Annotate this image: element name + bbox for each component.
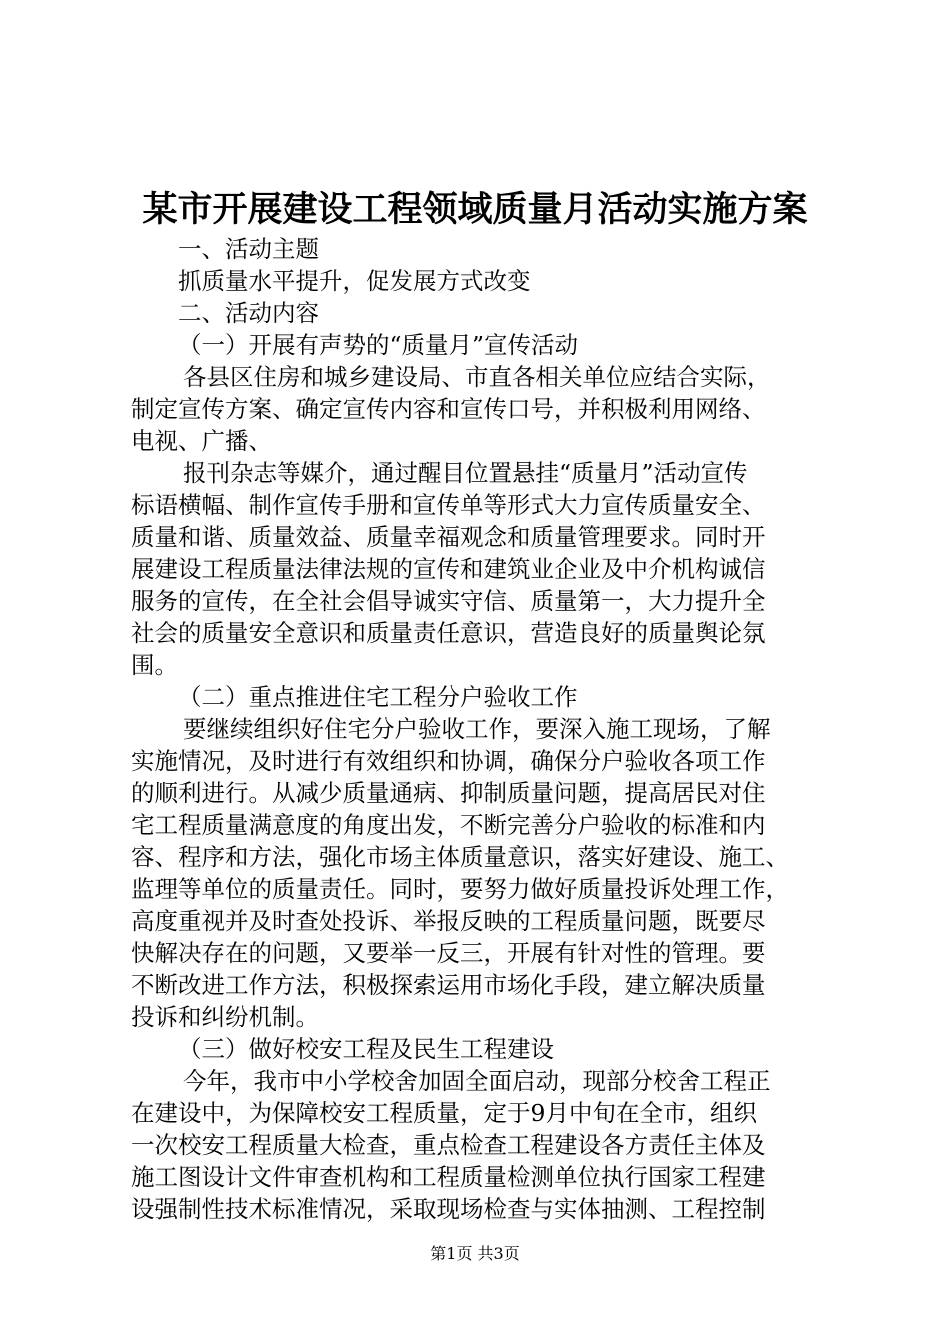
paragraph-line: 报刊杂志等媒介，通过醒目位置悬挂“质量月”活动宣传: [183, 459, 748, 487]
paragraph-line: 监理等单位的质量责任。同时，要努力做好质量投诉处理工作，: [131, 875, 789, 903]
document-body: [131, 233, 831, 1225]
subsection-heading: （三）做好校安工程及民生工程建设: [178, 1035, 554, 1063]
page-number-footer: 第1页 共3页: [430, 1244, 520, 1263]
paragraph-line: 设强制性技术标准情况，采取现场检查与实体抽测、工程控制: [131, 1195, 766, 1223]
paragraph-line: 质量和谐、质量效益、质量幸福观念和质量管理要求。同时开: [131, 523, 766, 551]
paragraph-line: 施工图设计文件审查机构和工程质量检测单位执行国家工程建: [131, 1163, 766, 1191]
paragraph-line: 在建设中，为保障校安工程质量，定于9月中旬在全市，组织: [131, 1099, 757, 1127]
section-heading: 二、活动内容: [178, 299, 319, 327]
paragraph-line: 今年，我市中小学校舍加固全面启动，现部分校舍工程正: [183, 1067, 771, 1095]
paragraph-line: 抓质量水平提升，促发展方式改变: [178, 267, 531, 295]
paragraph-line: 围。: [131, 651, 178, 679]
paragraph-line: 制定宣传方案、确定宣传内容和宣传口号，并积极利用网络、: [131, 395, 766, 423]
subsection-heading: （二）重点推进住宅工程分户验收工作: [178, 683, 578, 711]
paragraph-line: 快解决存在的问题，又要举一反三，开展有针对性的管理。要: [131, 939, 766, 967]
paragraph-line: 实施情况，及时进行有效组织和协调，确保分户验收各项工作: [131, 747, 766, 775]
paragraph-line: 高度重视并及时查处投诉、举报反映的工程质量问题，既要尽: [131, 907, 766, 935]
paragraph-line: 的顺利进行。从减少质量通病、抑制质量问题，提高居民对住: [131, 779, 766, 807]
paragraph-line: 一次校安工程质量大检查，重点检查工程建设各方责任主体及: [131, 1131, 766, 1159]
paragraph-line: 投诉和纠纷机制。: [131, 1003, 319, 1031]
paragraph-line: 宅工程质量满意度的角度出发，不断完善分户验收的标准和内: [131, 811, 766, 839]
paragraph-line: 展建设工程质量法律法规的宣传和建筑业企业及中介机构诚信: [131, 555, 766, 583]
subsection-heading: （一）开展有声势的“质量月”宣传活动: [178, 331, 579, 359]
paragraph-line: 社会的质量安全意识和质量责任意识，营造良好的质量舆论氛: [131, 619, 766, 647]
paragraph-line: 不断改进工作方法，积极探索运用市场化手段，建立解决质量: [131, 971, 766, 999]
paragraph-line: 各县区住房和城乡建设局、市直各相关单位应结合实际，: [183, 363, 771, 391]
paragraph-line: 要继续组织好住宅分户验收工作，要深入施工现场，了解: [183, 715, 771, 743]
paragraph-line: 服务的宣传，在全社会倡导诚实守信、质量第一，大力提升全: [131, 587, 766, 615]
paragraph-line: 容、程序和方法，强化市场主体质量意识，落实好建设、施工、: [131, 843, 789, 871]
paragraph-line: 电视、广播、: [131, 427, 272, 455]
section-heading: 一、活动主题: [178, 235, 319, 263]
paragraph-line: 标语横幅、制作宣传手册和宣传单等形式大力宣传质量安全、: [131, 491, 766, 519]
document-title: 某市开展建设工程领域质量月活动实施方案: [142, 189, 808, 230]
